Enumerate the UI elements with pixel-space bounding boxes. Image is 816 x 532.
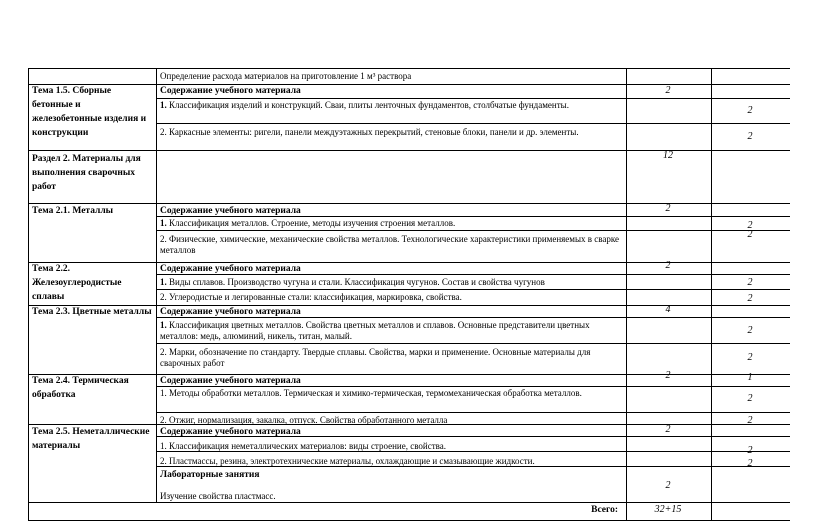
content-header: Содержание учебного материала <box>160 86 301 96</box>
hours-item: 2 <box>747 105 753 116</box>
col-line <box>28 68 29 520</box>
row-line <box>156 230 790 231</box>
row-line <box>28 502 790 503</box>
topic-2-4: Тема 2.4. Термическая обработка <box>32 376 129 400</box>
topic-1-5: Тема 1.5. Сборные бетонные и железобетонные изделия и конструкции <box>32 86 147 138</box>
hours-item: 2 <box>747 393 753 404</box>
item-2-3-2: 2. Марки, обозначение по стандарту. Твердые сплавы. Свойства, марки и применение. Основные материалы для сварочных работ <box>160 347 591 368</box>
lab-header: Лабораторные занятия <box>160 470 260 480</box>
row-line <box>156 343 790 344</box>
topic-2-5: Тема 2.5. Неметаллические материалы <box>32 427 150 451</box>
item-2-5-1: 1. Классификация неметаллических материалов: виды строение, свойства. <box>160 441 447 451</box>
item-2-4-2: 2. Отжиг, нормализация, закалка, отпуск. Свойства обработанного металла <box>160 415 448 425</box>
hours-item: 2 <box>747 131 753 142</box>
row-line <box>28 68 790 69</box>
hours-item: 2 <box>747 458 753 469</box>
item-text: Классификация металлов. Строение, методы изучения строения металлов. <box>169 218 456 228</box>
content-header: Содержание учебного материала <box>160 206 301 216</box>
hours-lab: 2 <box>665 480 671 491</box>
total-value: 32+15 <box>654 504 682 515</box>
hours-total: 2 <box>665 260 671 271</box>
topic-2-2: Тема 2.2. Железоуглеродистые сплавы <box>32 264 122 302</box>
hours-item: 2 <box>747 415 753 426</box>
total-label: Всего: <box>591 505 618 515</box>
row-line <box>156 412 790 413</box>
item-number: 1. <box>160 100 167 110</box>
hours-item: 2 <box>747 325 753 336</box>
content-header: Содержание учебного материала <box>160 427 301 437</box>
content-header: Содержание учебного материала <box>160 307 301 317</box>
item-1-5-2: 2. Каркасные элементы: ригели, панели междуэтажных перекрытий, стеновые блоки, панели и др. элементы. <box>160 127 579 137</box>
item-2-4-1: 1. Методы обработки металлов. Термическая и химико-термическая, термомеханическая обработка металлов. <box>160 388 582 398</box>
item-text: Виды сплавов. Производство чугуна и стали. Классификация чугунов. Состав и свойства чугунов <box>169 277 545 287</box>
item-2-2-1 <box>160 277 545 288</box>
hours-item: 2 <box>747 277 753 288</box>
hours-item: 2 <box>747 445 753 456</box>
content-header: Содержание учебного материала <box>160 264 301 274</box>
item-1-5-1 <box>160 100 620 111</box>
item-text: Классификация цветных металлов. Свойства цветных металлов и сплавов. Основные представители цветных металлов: медь, алюминий, никель, титан, малый. <box>160 320 590 341</box>
item-text: Классификация изделий и конструкций. Сваи, плиты ленточных фундаментов, столбчатые фундаменты. <box>169 100 569 110</box>
item-2-1-1 <box>160 218 455 229</box>
level-value: 1 <box>747 372 753 383</box>
hours-total: 2 <box>665 424 671 435</box>
hours-total: 12 <box>663 150 673 161</box>
item-number: 1. <box>160 277 167 287</box>
topic-2-1: Тема 2.1. Металлы <box>32 206 114 216</box>
col-line <box>156 68 157 502</box>
hours-item: 2 <box>747 293 753 304</box>
hours-item: 2 <box>747 220 753 231</box>
item-number: 1. <box>160 320 167 330</box>
hours-total: 2 <box>665 203 671 214</box>
hours-item: 2 <box>747 229 753 240</box>
topic-2-3: Тема 2.3. Цветные металлы <box>32 307 152 317</box>
item-number: 1. <box>160 218 167 228</box>
row-line <box>156 123 790 124</box>
hours-item: 2 <box>747 352 753 363</box>
lab-item: Изучение свойства пластмасс. <box>160 491 276 501</box>
hours-total: 4 <box>665 304 671 315</box>
section-2: Раздел 2. Материалы для выполнения сварочных работ <box>32 154 141 192</box>
item-2-1-2: 2. Физические, химические, механические свойства металлов. Технологические характеристики применяемых в сварке металлов <box>160 234 620 255</box>
hours-total: 2 <box>665 370 671 381</box>
content-header: Содержание учебного материала <box>160 376 301 386</box>
row-line <box>28 520 790 521</box>
row-line <box>156 98 790 99</box>
row-line <box>156 289 790 290</box>
intro-row-text: Определение расхода материалов на приготовление 1 м³ раствора <box>160 71 412 81</box>
item-2-3-1 <box>160 320 620 342</box>
hours-total: 2 <box>665 85 671 96</box>
col-line <box>626 68 627 520</box>
item-2-5-2: 2. Пластмассы, резина, электротехнические материалы, охлаждающие и смазывающие жидкости. <box>160 456 535 466</box>
item-2-2-2: 2. Углеродистые и легированные стали: классификация, маркировка, свойства. <box>160 292 462 302</box>
